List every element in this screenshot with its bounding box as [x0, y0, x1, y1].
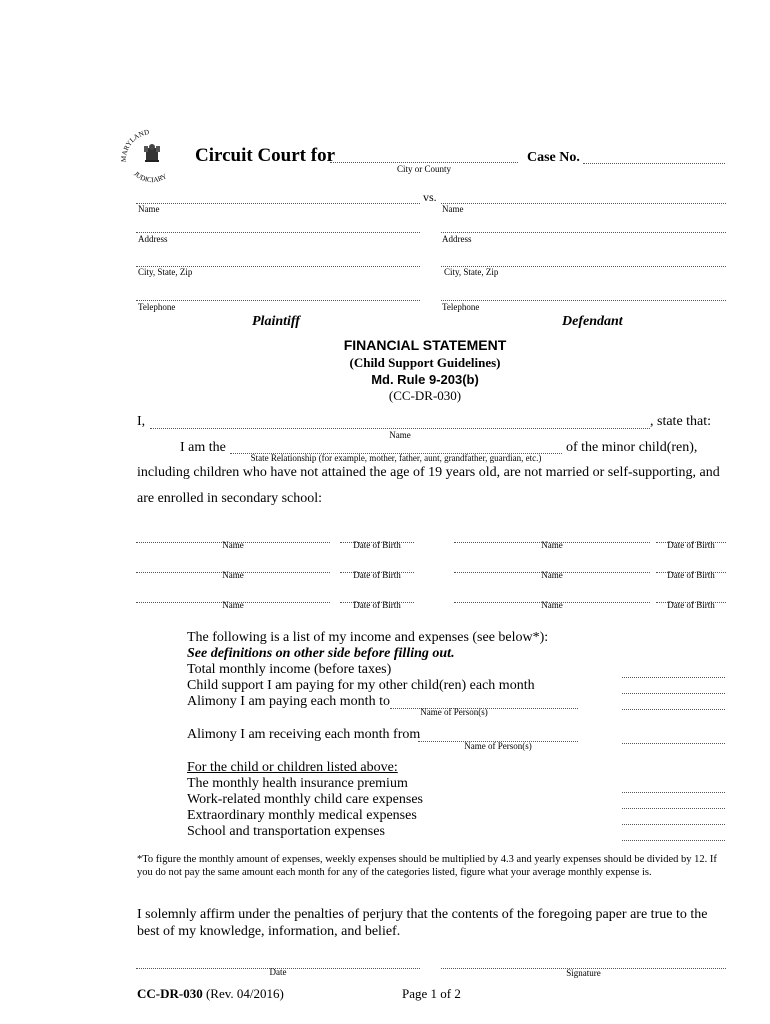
form-rule: Md. Rule 9-203(b)	[371, 372, 479, 387]
child-dob-label: Date of Birth	[667, 600, 715, 610]
affirmation: I solemnly affirm under the penalties of perjury that the contents of the foregoing paper are true to the best of my knowledge, information, and belief.	[137, 907, 708, 939]
child-name-label: Name	[222, 570, 244, 580]
alimony-receiving-person-label: Name of Person(s)	[464, 741, 532, 751]
alimony-paying-field[interactable]	[622, 697, 725, 710]
plaintiff-telephone-field[interactable]	[136, 288, 420, 301]
child-support-paying-field[interactable]	[622, 681, 725, 694]
case-no-field[interactable]	[583, 151, 725, 164]
declarant-name-label: Name	[389, 430, 411, 440]
health-insurance-field[interactable]	[622, 780, 725, 793]
date-label: Date	[269, 967, 287, 977]
defendant-telephone-field[interactable]	[441, 288, 726, 301]
plaintiff-city-label: City, State, Zip	[138, 267, 193, 277]
total-income-label: Total monthly income (before taxes)	[187, 662, 392, 677]
plaintiff-address-field[interactable]	[136, 220, 420, 233]
svg-text:JUDICIARY: JUDICIARY	[132, 169, 169, 185]
school-label: School and transportation expenses	[187, 824, 385, 839]
child-support-paying-label: Child support I am paying for my other child(ren) each month	[187, 678, 535, 693]
page-number: Page 1 of 2	[402, 986, 461, 1001]
total-income-field[interactable]	[622, 665, 725, 678]
child-name-label: Name	[541, 600, 563, 610]
relationship-label: State Relationship (for example, mother, father, aunt, grandfather, guardian, etc.)	[250, 453, 542, 463]
plaintiff-address-label: Address	[138, 234, 168, 244]
svg-text:MARYLAND: MARYLAND	[119, 128, 150, 163]
form-code: (CC-DR-030)	[388, 388, 462, 403]
form-title: FINANCIAL STATEMENT	[343, 337, 507, 353]
form-id: CC-DR-030	[137, 986, 203, 1001]
alimony-paying-label: Alimony I am paying each month to	[187, 694, 390, 709]
footnote: *To figure the monthly amount of expenses, weekly expenses should be multiplied by 4.3 and yearly expenses should be divided by 12. If you do not pay the same amount each month for any of the categories listed, figure what your average monthly expense is.	[137, 854, 717, 878]
city-county-field[interactable]	[330, 150, 518, 163]
medical-field[interactable]	[622, 812, 725, 825]
medical-label: Extraordinary monthly medical expenses	[187, 808, 417, 823]
footer-form-id	[137, 986, 284, 1002]
plaintiff-telephone-label: Telephone	[138, 302, 176, 312]
child-care-field[interactable]	[622, 796, 725, 809]
revision: (Rev. 04/2016)	[205, 986, 284, 1001]
vs-label: vs.	[423, 190, 437, 204]
child-dob-label: Date of Birth	[353, 540, 401, 550]
plaintiff-name-label: Name	[138, 204, 160, 214]
defendant-label: Defendant	[562, 314, 623, 329]
for-children-heading: For the child or children listed above:	[187, 760, 398, 775]
defendant-address-field[interactable]	[441, 220, 726, 233]
i-am-the-label: I am the	[180, 440, 226, 455]
minor-children-label: of the minor child(ren),	[566, 440, 698, 455]
enrolled-text: are enrolled in secondary school:	[137, 491, 323, 506]
alimony-paying-person-label: Name of Person(s)	[420, 707, 488, 717]
i-label: I,	[137, 414, 146, 429]
alimony-receiving-label: Alimony I am receiving each month from	[187, 727, 421, 742]
child-dob-label: Date of Birth	[353, 570, 401, 580]
plaintiff-label: Plaintiff	[252, 314, 300, 329]
see-definitions: See definitions on other side before filling out.	[187, 646, 455, 661]
signature-label: Signature	[566, 968, 601, 978]
case-no-label: Case No.	[527, 150, 580, 165]
child-dob-label: Date of Birth	[667, 570, 715, 580]
defendant-city-field[interactable]	[441, 254, 726, 267]
income-intro: The following is a list of my income and expenses (see below*):	[187, 630, 549, 645]
health-insurance-label: The monthly health insurance premium	[187, 776, 408, 791]
court-title: Circuit Court for	[195, 145, 336, 166]
plaintiff-city-field[interactable]	[136, 254, 420, 267]
alimony-receiving-field[interactable]	[622, 731, 725, 744]
child-dob-label: Date of Birth	[667, 540, 715, 550]
plaintiff-name-field[interactable]	[136, 191, 420, 204]
child-dob-label: Date of Birth	[353, 600, 401, 610]
maryland-judiciary-seal	[118, 128, 186, 188]
defendant-telephone-label: Telephone	[442, 302, 480, 312]
defendant-city-label: City, State, Zip	[444, 267, 499, 277]
including-text: including children who have not attained the age of 19 years old, are not married or self-supporting, and	[137, 465, 720, 480]
school-field[interactable]	[622, 828, 725, 841]
state-that-label: , state that:	[650, 414, 712, 429]
child-name-label: Name	[541, 570, 563, 580]
defendant-name-label: Name	[442, 204, 464, 214]
declarant-name-field[interactable]	[150, 416, 650, 429]
defendant-address-label: Address	[442, 234, 472, 244]
form-subtitle: (Child Support Guidelines)	[349, 355, 501, 370]
child-name-label: Name	[222, 540, 244, 550]
city-county-label: City or County	[396, 164, 451, 174]
defendant-name-field[interactable]	[441, 191, 726, 204]
child-care-label: Work-related monthly child care expenses	[187, 792, 424, 807]
child-name-label: Name	[222, 600, 244, 610]
child-name-label: Name	[541, 540, 563, 550]
